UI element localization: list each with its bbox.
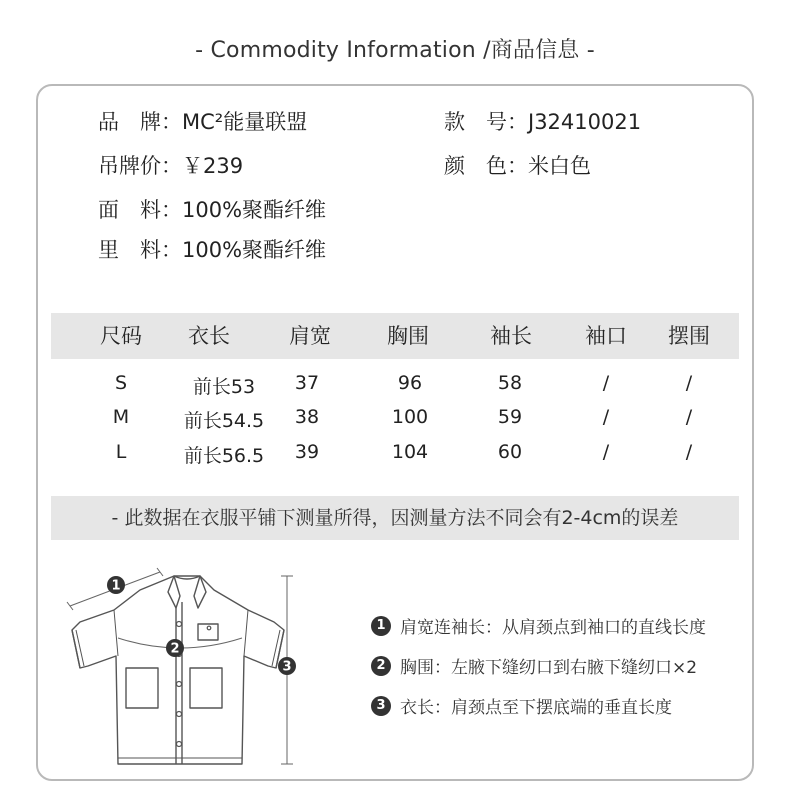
price-label: 吊牌价： — [98, 154, 182, 178]
cell-shoulder: 37 — [294, 372, 320, 394]
marker-2 — [166, 639, 184, 657]
cell-sleeve: 59 — [497, 406, 523, 428]
lining-value: 100%聚酯纤维 — [182, 238, 327, 262]
size-table-header — [51, 313, 739, 359]
legend-text: 肩宽连袖长：从肩颈点到袖口的直线长度 — [400, 618, 706, 638]
cell-length: 前长53 — [192, 376, 256, 398]
cell-hem: / — [685, 406, 693, 428]
cell-shoulder: 39 — [294, 441, 320, 463]
legend-number: 1 — [371, 616, 391, 636]
header-hem: 摆围 — [668, 324, 710, 348]
marker-1 — [107, 576, 125, 594]
svg-text:3: 3 — [282, 659, 292, 675]
cell-size: S — [114, 372, 128, 394]
cell-chest: 104 — [391, 441, 429, 463]
svg-text:1: 1 — [111, 578, 121, 594]
cell-cuff: / — [602, 372, 610, 394]
header-cuff: 袖口 — [585, 324, 627, 348]
measurement-note: - 此数据在衣服平铺下测量所得，因测量方法不同会有2-4cm的误差 — [51, 496, 739, 540]
page-title: - Commodity Information /商品信息 - — [195, 38, 595, 63]
legend-number: 2 — [371, 656, 391, 676]
legend-text: 胸围：左腋下缝纫口到右腋下缝纫口×2 — [400, 658, 698, 678]
cell-cuff: / — [602, 406, 610, 428]
fabric-value: 100%聚酯纤维 — [182, 198, 327, 222]
style-row — [444, 106, 641, 136]
price-row — [98, 150, 243, 180]
header-shoulder: 肩宽 — [289, 324, 331, 348]
header-chest: 胸围 — [387, 324, 429, 348]
cell-size: M — [112, 406, 130, 428]
cell-length: 前长54.5 — [183, 410, 265, 432]
style-value: J32410021 — [528, 110, 642, 134]
lining-label: 里 料： — [98, 238, 182, 262]
brand-row — [98, 106, 307, 136]
legend-text: 衣长：肩颈点至下摆底端的垂直长度 — [400, 698, 672, 718]
price-value: ￥239 — [182, 154, 244, 178]
fabric-label: 面 料： — [98, 198, 182, 222]
cell-hem: / — [685, 441, 693, 463]
legend-item — [371, 653, 697, 678]
cell-chest: 96 — [397, 372, 423, 394]
cell-length: 前长56.5 — [183, 445, 265, 467]
legend-item — [371, 613, 706, 638]
cell-shoulder: 38 — [294, 406, 320, 428]
fabric-row — [98, 194, 326, 224]
cell-size: L — [115, 441, 127, 463]
cell-hem: / — [685, 372, 693, 394]
lining-row — [98, 234, 326, 264]
cell-cuff: / — [602, 441, 610, 463]
cell-sleeve: 60 — [497, 441, 523, 463]
legend-item — [371, 693, 672, 718]
garment-diagram — [62, 562, 312, 772]
cell-sleeve: 58 — [497, 372, 523, 394]
brand-value: MC²能量联盟 — [182, 110, 308, 134]
header-length: 衣长 — [188, 324, 230, 348]
cell-chest: 100 — [391, 406, 429, 428]
color-row — [444, 150, 591, 180]
color-value: 米白色 — [528, 154, 591, 178]
legend-number: 3 — [371, 696, 391, 716]
marker-3 — [278, 657, 296, 675]
svg-text:2: 2 — [170, 641, 180, 657]
brand-label: 品 牌： — [98, 110, 182, 134]
style-label: 款 号： — [444, 110, 528, 134]
header-sleeve: 袖长 — [490, 324, 532, 348]
header-size: 尺码 — [100, 324, 142, 348]
color-label: 颜 色： — [444, 154, 528, 178]
